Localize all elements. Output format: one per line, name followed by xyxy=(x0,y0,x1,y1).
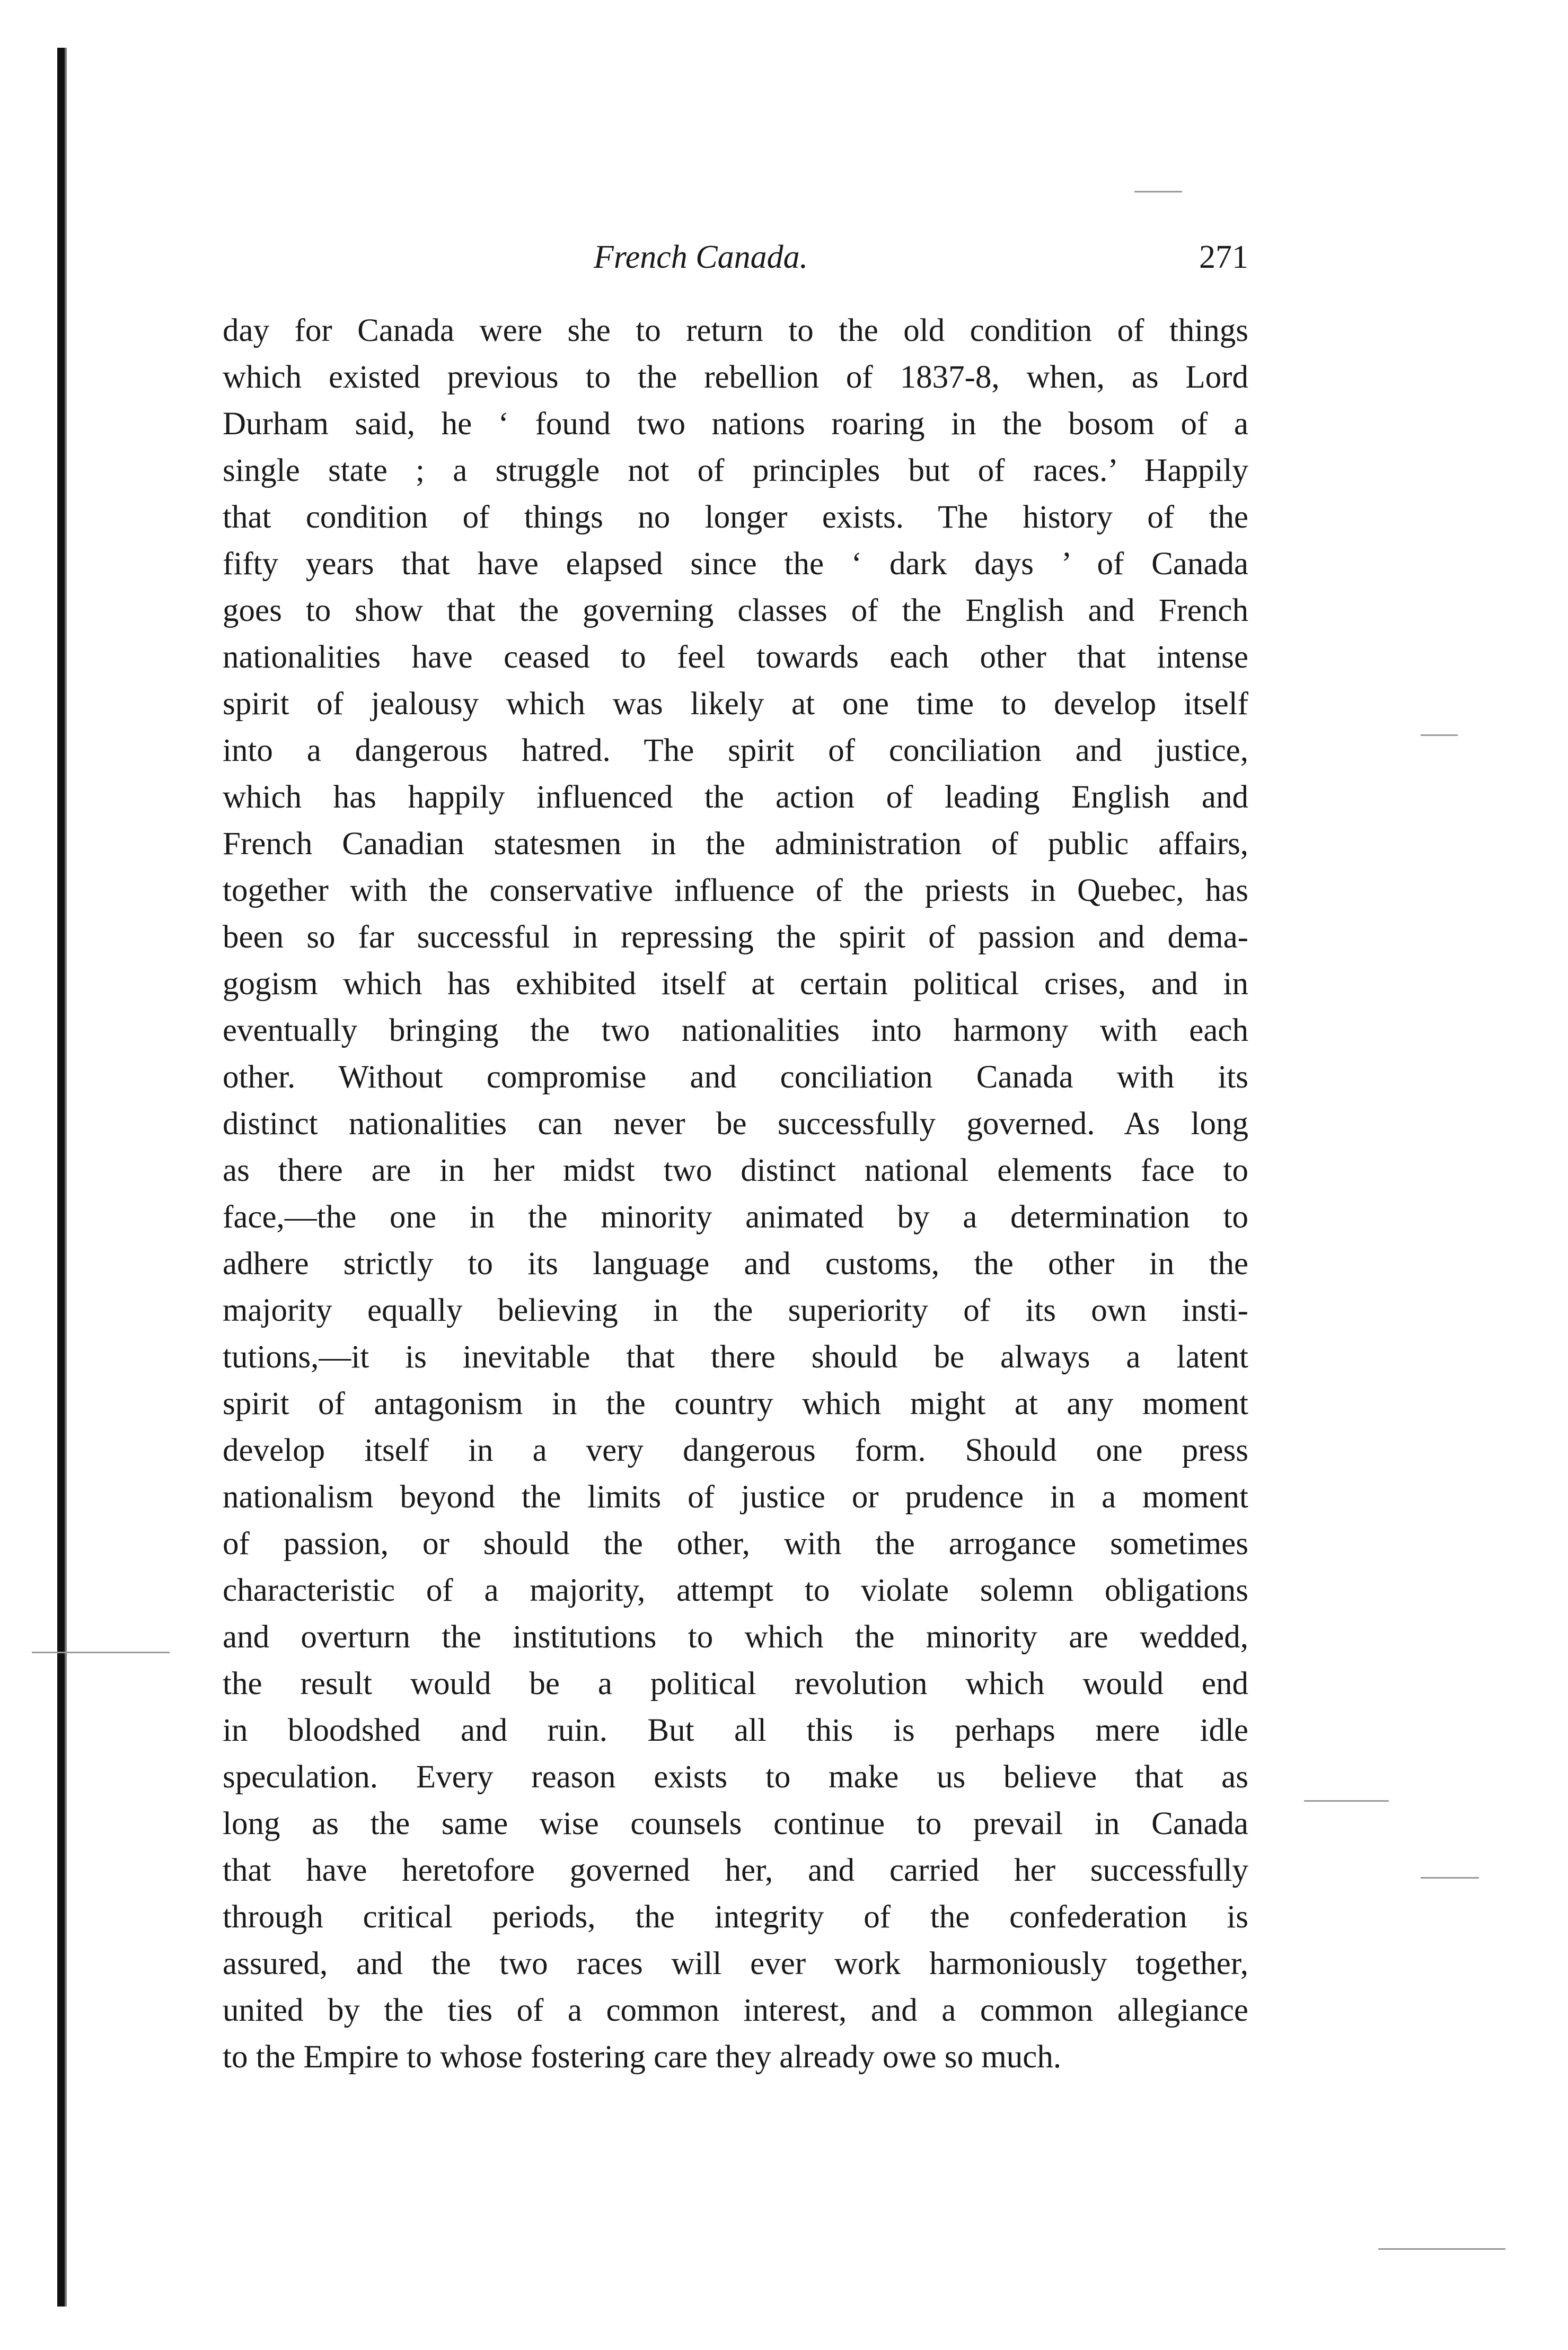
text-line: gogism which has exhibited itself at certain political crises, and in xyxy=(223,966,1248,1002)
page-header xyxy=(223,228,1248,286)
text-line: single state ; a struggle not of principles but of races.’ Happily xyxy=(223,453,1248,488)
margin-speck xyxy=(1134,191,1182,192)
page-number: 271 xyxy=(1199,239,1248,275)
text-line: Durham said, he ‘ found two nations roaring in the bosom of a xyxy=(223,406,1248,442)
text-line: and overturn the institutions to which the minority are wedded, xyxy=(223,1619,1248,1655)
page-binding-shadow xyxy=(65,48,67,2307)
margin-speck xyxy=(1304,1800,1389,1802)
text-line: speculation. Every reason exists to make us believe that as xyxy=(223,1759,1248,1795)
text-line: majority equally believing in the superiority of its own insti- xyxy=(223,1293,1248,1328)
margin-speck xyxy=(32,1652,170,1653)
text-line: tutions,—it is inevitable that there should be always a latent xyxy=(223,1339,1248,1375)
page-binding-edge xyxy=(57,48,65,2307)
text-line: face,—the one in the minority animated by a determination to xyxy=(223,1199,1248,1235)
text-line: that condition of things no longer exists. The history of the xyxy=(223,499,1248,535)
text-line: fifty years that have elapsed since the ‘ dark days ’ of Canada xyxy=(223,546,1248,582)
text-line: eventually bringing the two nationalities into harmony with each xyxy=(223,1013,1248,1048)
running-title: French Canada. xyxy=(594,239,808,275)
text-line: been so far successful in repressing the spirit of passion and dema- xyxy=(223,919,1248,955)
text-line: nationalities have ceased to feel towards each other that intense xyxy=(223,639,1248,675)
text-line: spirit of jealousy which was likely at one time to develop itself xyxy=(223,686,1248,722)
text-line: long as the same wise counsels continue to prevail in Canada xyxy=(223,1806,1248,1842)
text-line: to the Empire to whose fostering care they already owe so much. xyxy=(223,2039,1062,2075)
text-line: goes to show that the governing classes of the English and French xyxy=(223,593,1248,628)
text-line: characteristic of a majority, attempt to violate solemn obligations xyxy=(223,1573,1248,1608)
text-line: which existed previous to the rebellion of 1837-8, when, as Lord xyxy=(223,359,1248,395)
text-line: into a dangerous hatred. The spirit of conciliation and justice, xyxy=(223,733,1248,768)
text-line: adhere strictly to its language and customs, the other in the xyxy=(223,1246,1248,1282)
body-paragraph xyxy=(223,308,1248,2081)
text-line: distinct nationalities can never be successfully governed. As long xyxy=(223,1106,1248,1142)
text-line: united by the ties of a common interest, and a common allegiance xyxy=(223,1993,1248,2028)
text-line: through critical periods, the integrity of the confederation is xyxy=(223,1899,1248,1935)
text-line: that have heretofore governed her, and carried her successfully xyxy=(223,1853,1248,1888)
text-line: other. Without compromise and conciliation Canada with its xyxy=(223,1059,1248,1095)
text-line: assured, and the two races will ever work harmoniously together, xyxy=(223,1946,1248,1981)
text-line: French Canadian statesmen in the administration of public affairs, xyxy=(223,826,1248,862)
margin-speck xyxy=(1421,1877,1479,1879)
text-line: spirit of antagonism in the country which might at any moment xyxy=(223,1386,1248,1422)
text-line: day for Canada were she to return to the old condition of things xyxy=(223,313,1248,348)
text-line: the result would be a political revolution which would end xyxy=(223,1666,1248,1702)
margin-speck xyxy=(1378,2248,1505,2250)
text-line: which has happily influenced the action of leading English and xyxy=(223,779,1248,815)
text-line: of passion, or should the other, with the arrogance sometimes xyxy=(223,1526,1248,1562)
text-line: develop itself in a very dangerous form. Should one press xyxy=(223,1433,1248,1468)
text-line: together with the conservative influence of the priests in Quebec, has xyxy=(223,873,1248,908)
text-line: in bloodshed and ruin. But all this is perhaps mere idle xyxy=(223,1713,1248,1748)
margin-speck xyxy=(1421,734,1458,736)
text-line: nationalism beyond the limits of justice or prudence in a moment xyxy=(223,1479,1248,1515)
text-line: as there are in her midst two distinct national elements face to xyxy=(223,1153,1248,1188)
